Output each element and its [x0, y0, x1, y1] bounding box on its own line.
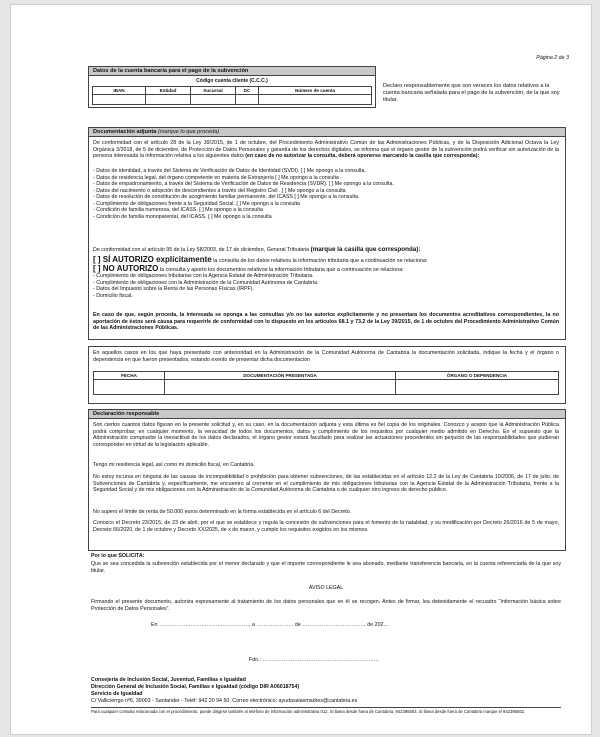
- tax-item: - Domicilio fiscal.: [93, 292, 133, 299]
- col-documentacion: DOCUMENTACIÓN PRESENTADA: [165, 372, 396, 380]
- col-organo: ÓRGANO O DEPENDENCIA: [396, 372, 559, 380]
- col-iban: IBAN: [93, 87, 146, 95]
- bank-account-table: [92, 86, 372, 105]
- consent-item[interactable]: - Cumplimiento de obligaciones frente a la Seguridad Social. [ ] Me opongo a la consulta: [93, 200, 300, 207]
- organo-field[interactable]: [396, 380, 559, 395]
- footer-address: C/ Vallicierrgo nº6, 39003 - Santander - Teléf: 942 20 94 50. Correo electrónico: ayudasalasmadres@cantabria.es: [91, 698, 358, 704]
- footer-divider: [91, 707, 561, 708]
- documentacion-box: [88, 127, 566, 340]
- signature-line[interactable]: Fdo.: …………………………………………………………: [249, 657, 380, 663]
- footer-consejeria: Consejería de Inclusión Social, Juventud, Familias e Igualdad: [91, 677, 246, 683]
- sucursal-field[interactable]: [191, 95, 236, 105]
- aviso-title: AVISO LEGAL: [308, 585, 344, 591]
- tax-list: [93, 273, 559, 299]
- documentacion-intro: De conformidad con el artículo 28 de la Ley 39/2015, de 1 de octubre, del Procedimiento Administrativo Común de las Administraciones Públicas, y de la Disposición Adicional Octava la Ley Orgánica 3/2018, de 5 de diciembre, de Protección de Datos Personales y garantía de los derechos digitales, se informa que el órgano gestor de la subvención podrá verificar sin autorización de la persona interesada la información relativa a los siguientes datos (en caso de no autorizar la consulta, deberá oponerse marcando la casilla que corresponda):: [93, 140, 559, 160]
- ccc-label: Código cuenta cliente (C.C.C.): [196, 78, 268, 84]
- warning-text: En caso de que, según proceda, la interesada se oponga a las consultas y/o no las autorice explícitamente y no presentara los documentos acreditativos correspondientes, la no aportación de éstos será causa para requerirle de conformidad con lo dispuesto en los artículos 68.1 y 73.2 de la Ley 39/2015, de 1 de octubre del Procedimiento Administrativo Común de las Administraciones Públicas.: [93, 312, 559, 332]
- declaracion-box: [88, 409, 566, 551]
- page-number: Página 2 de 3: [536, 55, 569, 61]
- consent-item[interactable]: - Datos de resolución de constitución de acogimiento familiar permanente, del ICASS [ ] Me opongo a la consulta.: [93, 194, 360, 200]
- entidad-field[interactable]: [146, 95, 191, 105]
- decl-p2: Tengo mi residencia legal, así como mi domicilio fiscal, en Cantabria.: [93, 462, 255, 468]
- declaracion-title: Declaración responsable: [89, 410, 565, 419]
- no-autorizo-option[interactable]: [ ] NO AUTORIZO la consulta y aporto los documentos relativos la información tributaria que a continuación se relaciona:: [93, 264, 404, 273]
- footer-servicio: Servicio de Igualdad: [91, 691, 143, 697]
- consent-item[interactable]: - Datos de identidad, a través del Sistema de Verificación de Datos de Identidad (SVDI). [ ] Me opongo a la consulta.: [93, 168, 366, 174]
- footer-note: Para cualquier consulta relacionada con el procedimiento, puede dirigirse también al teléfono de información administrativa 012. Si llama desde fuera de Cantabria, 942395563. Si llama desde fuera de Cantabria marque el 942395562.: [91, 709, 526, 714]
- tax-item: - Datos del Impuesto sobre la Renta de las Personas Físicas (IRPF).: [93, 286, 255, 292]
- consent-item[interactable]: - Datos de residencia legal, del órgano competente en materia de Extranjería [ ] Me opongo a la consulta: [93, 174, 339, 181]
- bank-declaration: Declaro responsablemente que son veraces los datos relativos a la cuenta bancaria señalada para el pago de la subvención, de la que soy titular.: [383, 83, 560, 103]
- solicita-text: Que se sea concedida la subvención establecida por el menor declarado y que el importe correspondiente le sea abonado, mediante transferencia bancaria, en la cuenta referenciada de la que soy titular.: [91, 561, 561, 574]
- bank-data-title: Datos de la cuenta bancaria para el pago de la subvención: [89, 67, 375, 76]
- si-autorizo-option[interactable]: [ ] SÍ AUTORIZO explícitamente la consulta de los datos relativos la información tributaria que a continuación se relaciona:: [93, 255, 428, 264]
- consent-list: [93, 168, 559, 220]
- col-sucursal: Sucursal: [191, 87, 236, 95]
- iban-field[interactable]: [93, 95, 146, 105]
- col-entidad: Entidad: [146, 87, 191, 95]
- decl-p4: No supero el límite de renta de 50.000 euros determinado en la forma establecida en el artículo 6 del Decreto.: [93, 509, 352, 515]
- col-dc: DC: [236, 87, 259, 95]
- previous-docs-text: En aquellos casos en los que haya presentado con anterioridad en la Administración de la Comunidad Autónoma de Cantabria la documentación solicitada, indique la fecha y el órgano o dependencia en que fueron presentados, estando exento de presentar dicha documentación: [93, 350, 559, 363]
- art95-text: De conformidad con el artículo 95 de la Ley 58/2003, de 17 de diciembre, General Tributaria (marque la casilla que corresponda):: [93, 246, 421, 253]
- consent-item[interactable]: - Condición de familia numerosa, del ICASS. [ ] Me opongo a la consulta: [93, 207, 263, 213]
- bank-data-box: [88, 66, 376, 108]
- footer-direccion: Dirección General de Inclusión Social, Familias e Igualdad (código DIR A06018754): [91, 684, 300, 690]
- consent-item[interactable]: - Datos de empadronamiento, a través del Sistema de Verificación de Datos de Residencia (SVDR). [ ] Me opongo a la consulta.: [93, 181, 394, 187]
- consent-item[interactable]: - Condición de familia monoparental, del ICASS. [ ] Me opongo a la consulta: [93, 213, 272, 220]
- consent-item[interactable]: - Datos del nacimiento o adopción de descendientes a través del Registro Civil . [ ] Me opongo a la consulta: [93, 187, 346, 194]
- numero-cuenta-field[interactable]: [259, 95, 372, 105]
- tax-item: - Cumplimiento de obligaciones tributarias con la Agencia Estatal de Administración Tributaria.: [93, 273, 314, 279]
- decl-p5: Conozco el Decreto 23/2015, de 23 de abril, por el que se establece y regula la concesión de subvenciones para el fomento de la natalidad, y su modificación por Decreto 26/2016 de 5 de mayo, Decreto 66/2020, de 1 de octubre y Decreto XX/2025, de x de marzo, y cumplo los requisitos exigidos en los mismos.: [93, 520, 559, 533]
- tax-item: - Cumplimiento de obligaciones con la Administración de la Comunidad Autónoma de Cantabria.: [93, 279, 319, 286]
- documentacion-field[interactable]: [165, 380, 396, 395]
- decl-p1: Son ciertos cuantos datos figuran en la presente solicitud y, en su caso, en la documentación adjunta y esta última es fiel copia de los originales. Conozco y acepto que la Administración Pública podrá comprobar, en cualquier momento, la veracidad de todos los documentos, datos y cumplimiento de los requisitos por cualquier medio admitido en Derecho. En el supuesto que la Administración compruebe la inexactitud de los datos declarados, el órgano gestor estará facultado para realizar las actuaciones procedentes sin perjuicio de las responsabilidades que pudieran corresponder en virtud de la legislación aplicable.: [93, 422, 559, 448]
- solicita-label: Por lo que SOLICITA:: [91, 553, 145, 559]
- document-page: [10, 4, 592, 735]
- col-fecha: FECHA: [94, 372, 165, 380]
- fecha-field[interactable]: [94, 380, 165, 395]
- previous-docs-table: [93, 371, 559, 395]
- col-numero-cuenta: Número de cuenta: [259, 87, 372, 95]
- dc-field[interactable]: [236, 95, 259, 105]
- previous-docs-box: [88, 346, 566, 404]
- decl-p3: No estoy incursa en ninguna de las causas de incompatibilidad o prohibición para obtener subvenciones, de las establecidas en el artículo 12.2 de la Ley de Cantabria 10/2006, de 17 de julio, de Subvenciones de Cantabria y, específicamente, me encuentro al corriente en el cumplimiento de mis obligaciones tributarias con la Agencia Estatal de la Administración Tributaria, frente a la Seguridad Social y de mis obligaciones con la Administración de la Comunidad Autónoma de Cantabria o de cualquier otro ingreso de derecho público.: [93, 474, 559, 494]
- documentacion-title: Documentación adjunta (marque lo que proceda): [89, 128, 565, 137]
- place-date-line[interactable]: En ……………………………………………, a ………………… de ……………………………… de 202…: [151, 622, 389, 628]
- aviso-text: Firmando el presente documento, autoriza expresamente al tratamiento de los datos personales que en él se recogen. Antes de firmar, lea detenidamente el recuadro “Información básica sobre Protección de Datos Personales”.: [91, 599, 561, 612]
